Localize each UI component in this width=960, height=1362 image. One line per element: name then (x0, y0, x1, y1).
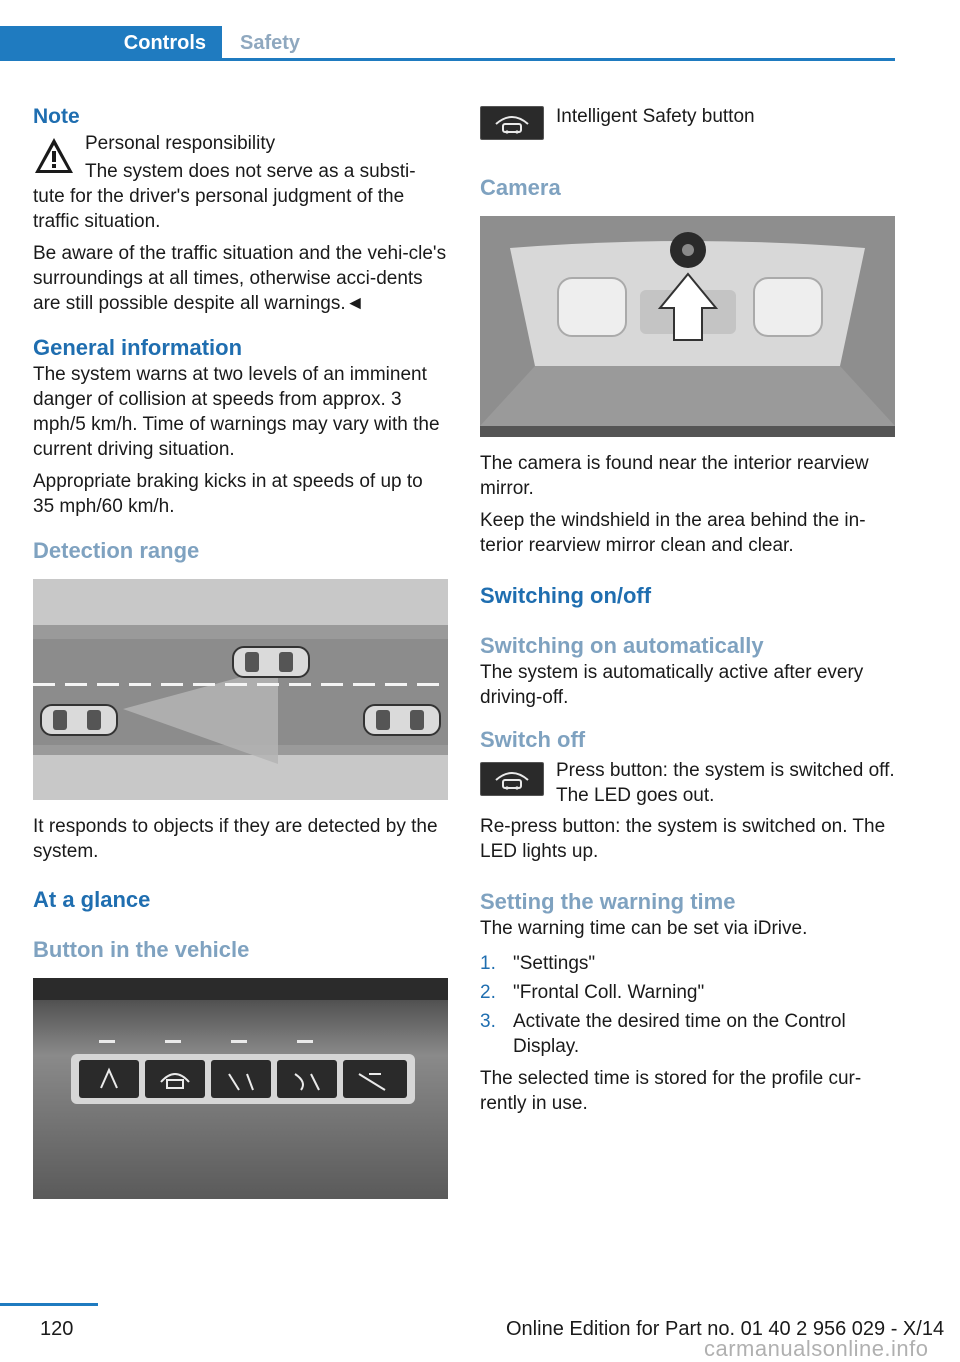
header-rule (0, 58, 895, 61)
note-block (33, 131, 448, 184)
general-paragraph-2: Appropriate braking kicks in at speeds of up to 35 mph/60 km/h. (33, 471, 423, 517)
detection-range-illustration (33, 579, 448, 800)
intelligent-safety-button-icon (480, 106, 544, 140)
edition-text: Online Edition for Part no. 01 40 2 956 029 - X/14 (506, 1318, 945, 1340)
closing-paragraph: The selected time is stored for the profile cur-rently in use. (480, 1068, 862, 1114)
switch-off-heading: Switch off (480, 727, 586, 752)
switch-off-paragraph-1: Press button: the system is switched off. The LED goes out. (556, 760, 895, 806)
warning-paragraph: The warning time can be set via iDrive. (480, 918, 808, 939)
page-number: 120 (40, 1318, 74, 1340)
footer-rule (0, 1303, 98, 1306)
list-item: 2. "Frontal Coll. Warning" (480, 982, 705, 1003)
camera-paragraph-2: Keep the windshield in the area behind the in-terior rearview mirror clean and clear. (480, 510, 866, 556)
note-text-continued: tute for the driver's personal judgment of the traffic situation. (33, 186, 405, 232)
note-text-first-line: The system does not serve as a substi- (85, 161, 416, 182)
button-in-vehicle-heading: Button in the vehicle (33, 937, 250, 962)
switch-off-row (480, 758, 895, 808)
left-column (33, 100, 448, 1199)
vehicle-button-panel-photo (33, 978, 448, 1199)
list-item: 1. "Settings" (480, 953, 596, 974)
detection-paragraph: It responds to objects if they are detected by the system. (33, 816, 438, 862)
warning-steps-list (480, 951, 895, 1059)
list-item: 3. Activate the desired time on the Control Display. (480, 1011, 846, 1057)
safety-button-row (480, 100, 895, 140)
switching-on-off-heading: Switching on/off (480, 583, 652, 608)
general-information-heading: General information (33, 335, 243, 360)
warning-triangle-icon (33, 135, 75, 177)
note-text-warning: Be aware of the traffic situation and the vehi-cle's surroundings at all times, otherwise acci-dents are still possible despite all warnings.◄ (33, 243, 447, 314)
camera-location-photo (480, 216, 895, 437)
switch-off-button-icon (480, 762, 544, 796)
note-title: Note (33, 105, 80, 128)
safety-button-label: Intelligent Safety button (556, 106, 755, 127)
switch-off-paragraph-2: Re-press button: the system is switched on. The LED lights up. (480, 816, 886, 862)
switching-on-automatically-heading: Switching on automatically (480, 633, 764, 658)
at-a-glance-heading: At a glance (33, 887, 151, 912)
header-tab-controls[interactable]: Controls (0, 26, 222, 61)
page-header (0, 26, 895, 60)
watermark: carmanualsonline.info (704, 1336, 929, 1361)
detection-range-heading: Detection range (33, 538, 200, 563)
header-tab-safety[interactable]: Safety (240, 32, 301, 54)
camera-paragraph-1: The camera is found near the interior rearview mirror. (480, 453, 869, 499)
general-paragraph-1: The system warns at two levels of an imminent danger of collision at speeds from approx. 3 mph/5 km/h. Time of warnings may vary with the current driving situation. (33, 364, 440, 460)
note-heading: Personal responsibility (85, 133, 276, 154)
setting-warning-time-heading: Setting the warning time (480, 889, 736, 914)
right-column (480, 100, 895, 1123)
auto-paragraph: The system is automatically active after every driving-off. (480, 662, 864, 708)
camera-heading: Camera (480, 175, 561, 200)
